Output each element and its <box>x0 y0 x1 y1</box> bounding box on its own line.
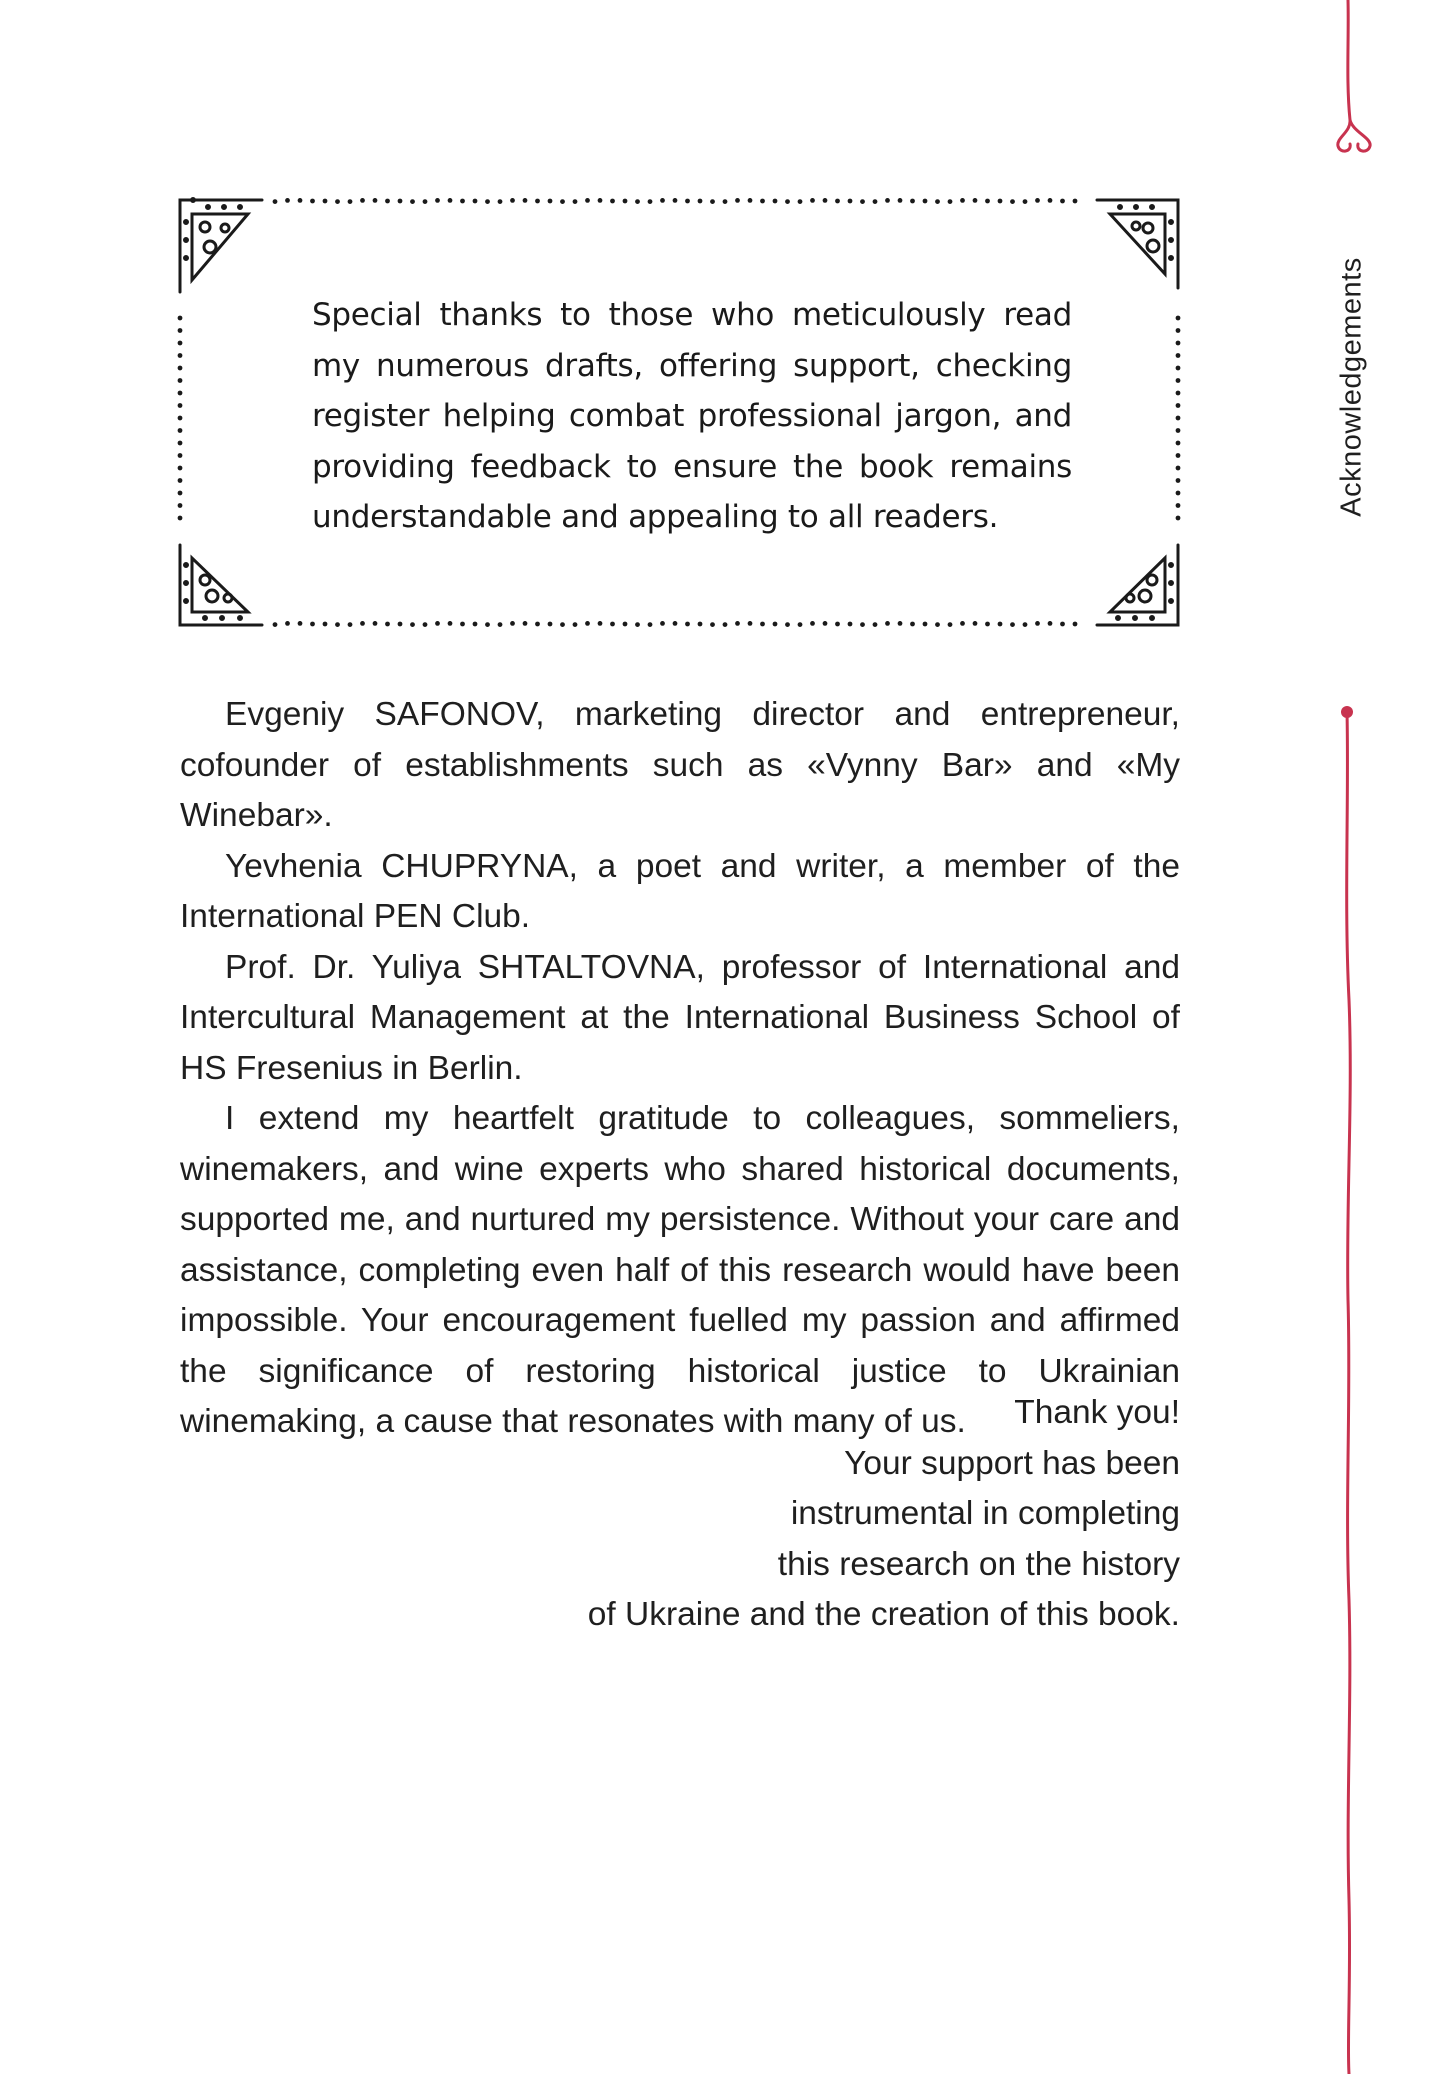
border-dot <box>1176 403 1181 408</box>
ornate-corner-icon <box>180 545 262 625</box>
border-dot <box>785 199 790 204</box>
border-dot <box>710 622 715 627</box>
border-dot <box>485 622 490 627</box>
ornate-corner-icon <box>1097 545 1178 625</box>
border-dot <box>1176 353 1181 358</box>
closing-line: Your support has been <box>844 1444 1180 1482</box>
border-dot <box>373 198 378 203</box>
border-dot <box>498 199 503 204</box>
border-dot <box>460 622 465 627</box>
border-dot <box>873 622 878 627</box>
border-dot <box>1010 622 1015 627</box>
border-dot <box>178 516 183 521</box>
border-dot <box>1048 198 1053 203</box>
border-dot <box>410 199 415 204</box>
border-dot <box>885 621 890 626</box>
border-dot <box>1073 622 1078 627</box>
border-dot <box>860 199 865 204</box>
border-dot <box>1176 316 1181 321</box>
closing-line: this research on the history <box>777 1545 1180 1583</box>
border-dot <box>798 199 803 204</box>
border-dot <box>810 198 815 203</box>
border-dot <box>1048 621 1053 626</box>
border-dot <box>910 622 915 627</box>
border-dot <box>635 622 640 627</box>
paragraph-shtaltovna: Prof. Dr. Yuliya SHTALTOVNA, professor of International and Intercultural Management at the International Business School of HS Fresenius in Berlin. <box>180 948 1180 1087</box>
border-dot <box>298 198 303 203</box>
border-dot <box>1060 622 1065 627</box>
border-dot <box>560 199 565 204</box>
border-dot <box>910 199 915 204</box>
border-dot <box>1176 503 1181 508</box>
framed-acknowledgement-text: Special thanks to those who meticulously read my numerous drafts, offering support, checking register helping combat professional jargon, and providing feedback to ensure the book remains understandable and appealing to all readers. <box>312 297 1072 535</box>
border-dot <box>585 621 590 626</box>
border-dot <box>648 199 653 204</box>
border-dot <box>348 199 353 204</box>
border-dot <box>748 198 753 203</box>
closing-line: instrumental in completing <box>790 1495 1180 1532</box>
border-dot <box>1060 199 1065 204</box>
border-dot <box>1176 366 1181 371</box>
border-dot <box>1176 391 1181 396</box>
border-dot <box>735 621 740 626</box>
ornate-corner-icon <box>1097 200 1178 288</box>
border-dot <box>523 621 528 626</box>
acknowledgement-body <box>180 690 1180 1448</box>
border-dot <box>473 199 478 204</box>
border-dot <box>898 621 903 626</box>
border-dot <box>448 621 453 626</box>
border-dot <box>348 622 353 627</box>
border-dot <box>698 622 703 627</box>
border-dot <box>178 441 183 446</box>
border-dot <box>385 199 390 204</box>
border-dot <box>178 453 183 458</box>
border-dot <box>178 328 183 333</box>
border-dot <box>698 199 703 204</box>
border-dot <box>1176 478 1181 483</box>
border-dot <box>178 428 183 433</box>
border-dot <box>398 199 403 204</box>
closing-note <box>588 1388 1180 1641</box>
border-dot <box>723 622 728 627</box>
border-dot <box>1176 328 1181 333</box>
border-dot <box>648 622 653 627</box>
section-side-label: Acknowledgements <box>1335 257 1368 517</box>
border-dot <box>985 199 990 204</box>
border-dot <box>1176 341 1181 346</box>
border-dot <box>835 199 840 204</box>
border-dot <box>323 622 328 627</box>
border-dot <box>448 198 453 203</box>
border-dot <box>848 199 853 204</box>
border-dot <box>548 622 553 627</box>
border-dot <box>660 198 665 203</box>
border-dot <box>948 199 953 204</box>
border-dot <box>848 622 853 627</box>
border-dot <box>178 466 183 471</box>
border-dot <box>1176 466 1181 471</box>
border-dot <box>498 622 503 627</box>
closing-line: Thank you! <box>1014 1394 1180 1431</box>
border-dot <box>1035 198 1040 203</box>
border-dot <box>598 621 603 626</box>
border-dot <box>285 198 290 203</box>
border-dot <box>560 622 565 627</box>
border-dot <box>1176 378 1181 383</box>
border-dot <box>810 621 815 626</box>
border-dot <box>785 622 790 627</box>
border-dot <box>1176 416 1181 421</box>
border-dot <box>360 621 365 626</box>
border-dot <box>178 341 183 346</box>
border-dot <box>1035 621 1040 626</box>
border-dot <box>178 391 183 396</box>
border-dot <box>535 199 540 204</box>
border-dot <box>948 622 953 627</box>
border-dot <box>178 366 183 371</box>
border-dot <box>935 622 940 627</box>
border-dot <box>748 621 753 626</box>
border-dot <box>435 198 440 203</box>
border-dot <box>673 621 678 626</box>
border-dot <box>335 622 340 627</box>
border-dot <box>178 378 183 383</box>
border-dot <box>823 198 828 203</box>
border-dot <box>460 199 465 204</box>
border-dot <box>373 621 378 626</box>
border-dot <box>885 198 890 203</box>
border-dot <box>360 198 365 203</box>
border-dot <box>435 621 440 626</box>
border-dot <box>1176 428 1181 433</box>
border-dot <box>873 199 878 204</box>
border-dot <box>923 199 928 204</box>
border-dot <box>1176 453 1181 458</box>
border-dot <box>773 199 778 204</box>
border-dot <box>860 622 865 627</box>
border-dot <box>310 199 315 204</box>
ornate-corner-icon <box>180 199 262 293</box>
border-dot <box>673 198 678 203</box>
border-dot <box>660 621 665 626</box>
closing-line: of Ukraine and the creation of this book. <box>587 1596 1180 1633</box>
border-dot <box>178 503 183 508</box>
border-dot <box>310 622 315 627</box>
border-dot <box>510 621 515 626</box>
border-dot <box>423 622 428 627</box>
border-dot <box>973 621 978 626</box>
border-dot <box>723 199 728 204</box>
border-dot <box>610 199 615 204</box>
border-dot <box>510 198 515 203</box>
border-dot <box>423 199 428 204</box>
border-dot <box>485 199 490 204</box>
border-dot <box>998 622 1003 627</box>
border-dot <box>178 416 183 421</box>
border-dot <box>623 199 628 204</box>
border-dot <box>178 353 183 358</box>
border-dot <box>523 198 528 203</box>
border-dot <box>323 199 328 204</box>
border-dot <box>935 199 940 204</box>
paragraph-gratitude: I extend my heartfelt gratitude to colleagues, sommeliers, winemakers, and wine experts who shared historical documents, supported me, and nurtured my persistence. Without your care and assistance, completing even half of this research would have been impossible. Your encouragement fuelled my passion and affirmed the significance of restoring historical justice to Ukrainian winemaking, a cause that resonates with many of us. <box>180 1100 1180 1440</box>
border-dot <box>298 621 303 626</box>
border-dot <box>273 622 278 627</box>
border-dot <box>823 621 828 626</box>
border-dot <box>473 622 478 627</box>
border-dot <box>998 199 1003 204</box>
border-dot <box>623 622 628 627</box>
border-dot <box>1176 441 1181 446</box>
border-dot <box>773 622 778 627</box>
border-dot <box>735 198 740 203</box>
border-dot <box>573 199 578 204</box>
border-dot <box>960 621 965 626</box>
border-dot <box>335 199 340 204</box>
border-dot <box>1023 199 1028 204</box>
paragraph-safonov: Evgeniy SAFONOV, marketing director and entrepreneur, cofounder of establishments such as «Vynny Bar» and «My Winebar». <box>180 696 1180 834</box>
border-dot <box>635 199 640 204</box>
border-dot <box>760 622 765 627</box>
border-dot <box>178 491 183 496</box>
border-dot <box>898 198 903 203</box>
border-dot <box>535 622 540 627</box>
border-dot <box>685 199 690 204</box>
border-dot <box>548 199 553 204</box>
border-dot <box>178 403 183 408</box>
border-dot <box>973 198 978 203</box>
border-dot <box>985 622 990 627</box>
border-dot <box>285 621 290 626</box>
border-dot <box>178 478 183 483</box>
border-dot <box>1023 622 1028 627</box>
border-dot <box>835 622 840 627</box>
border-dot <box>1010 199 1015 204</box>
border-dot <box>273 199 278 204</box>
border-dot <box>1176 491 1181 496</box>
border-dot <box>178 316 183 321</box>
border-dot <box>398 622 403 627</box>
paragraph-chupryna: Yevhenia CHUPRYNA, a poet and writer, a member of the International PEN Club. <box>180 847 1180 935</box>
border-dot <box>760 199 765 204</box>
border-dot <box>410 622 415 627</box>
border-dot <box>798 622 803 627</box>
border-dot <box>385 622 390 627</box>
border-dot <box>598 198 603 203</box>
border-dot <box>923 622 928 627</box>
border-dot <box>610 622 615 627</box>
border-dot <box>1176 516 1181 521</box>
border-dot <box>685 622 690 627</box>
border-dot <box>585 198 590 203</box>
border-dot <box>960 198 965 203</box>
border-dot <box>1073 199 1078 204</box>
border-dot <box>710 199 715 204</box>
border-dot <box>573 622 578 627</box>
